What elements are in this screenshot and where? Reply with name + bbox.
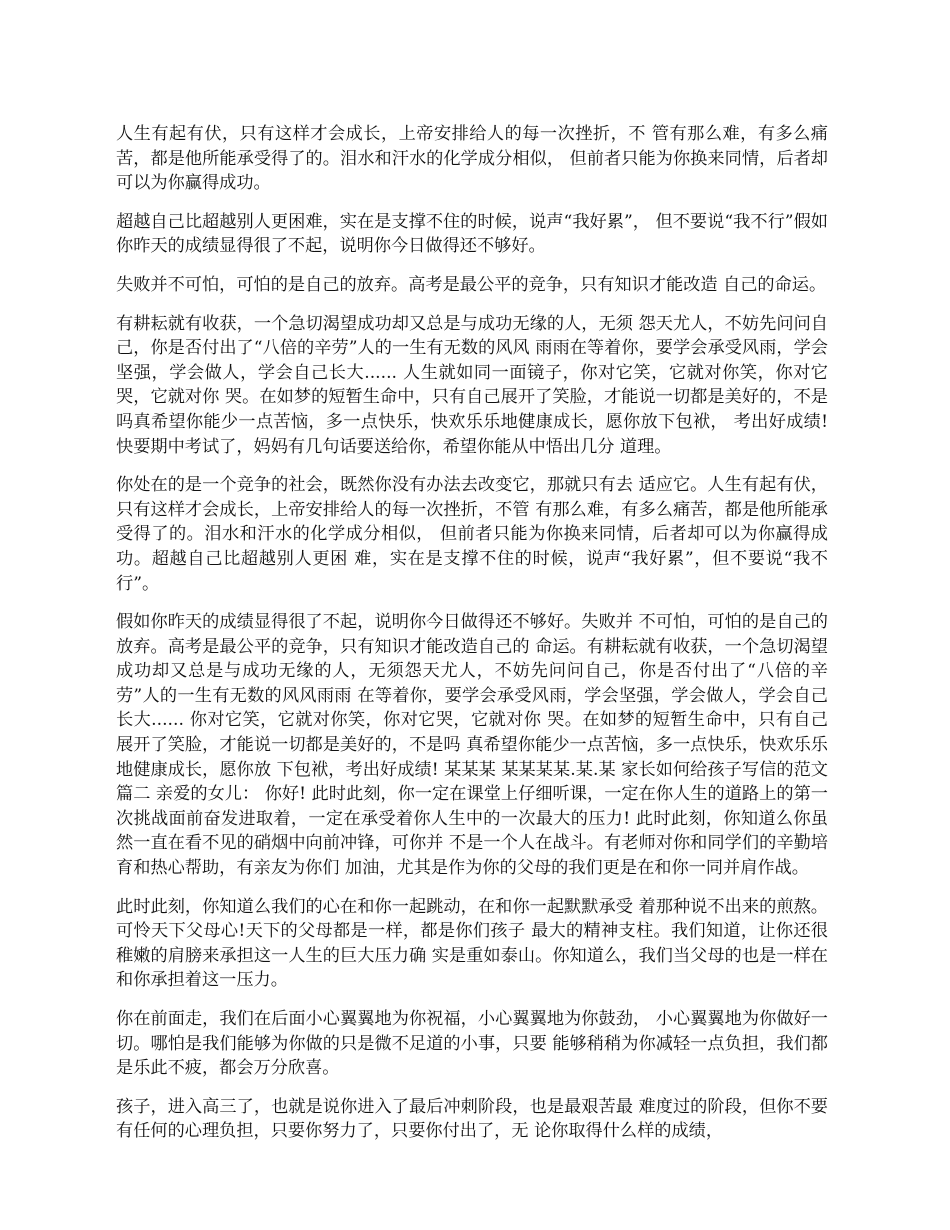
paragraph-2: 超越自己比超越别人更困难，实在是支撑不住的时候，说声“我好累”， 但不要说“我不行”假如你昨天的成绩显得很了不起，说明你今日做得还不够好。 (116, 211, 828, 257)
paragraph-7: 此时此刻，你知道么我们的心在和你一起跳动，在和你一起默默承受 着那种说不出来的煎熬。可怜天下父母心!天下的父母都是一样，都是你们孩子 最大的精神支柱。我们知道，让你还很稚嫩的肩膀来承担这一人生的巨大压力确 实是重如泰山。你知道么，我们当父母的也是一样在和你承担着这一压力。 (116, 896, 828, 991)
paragraph-6: 假如你昨天的成绩显得很了不起，说明你今日做得还不够好。失败并 不可怕，可怕的是自己的放弃。高考是最公平的竞争，只有知识才能改造自己的 命运。有耕耘就有收获，一个急切渴望成功却又总是与成功无缘的人，无须怨天尤人，不妨先问问自己，你是否付出了“八倍的辛劳”人的一生有无数的风风雨雨 在等着你，要学会承受风雨，学会坚强，学会做人，学会自己长大...... 你对它笑，它就对你笑，你对它哭，它就对你 哭。在如梦的短暂生命中，只有自己展开了笑脸，才能说一切都是美好的，不是吗 真希望你能少一点苦恼，多一点快乐，快欢乐乐地健康成长，愿你放 下包袱，考出好成绩! 某某某 某某某某.某.某 家长如何给孩子写信的范文篇二 亲爱的女儿： 你好! 此时此刻，你一定在课堂上仔细听课，一定在你人生的道路上的第一 次挑战面前奋发进取着，一定在承受着你人生中的一次最大的压力! 此时此刻，你知道么你虽然一直在看不见的硝烟中向前冲锋，可你并 不是一个人在战斗。有老师对你和同学们的辛勤培育和热心帮助，有亲友为你们 加油，尤其是作为你的父母的我们更是在和你一同并肩作战。 (116, 612, 828, 879)
paragraph-8: 你在前面走，我们在后面小心翼翼地为你祝福，小心翼翼地为你鼓劲， 小心翼翼地为你做好一切。哪怕是我们能够为你做的只是微不足道的小事，只要 能够稍稍为你减轻一点负担，我们都是乐此不疲，都会万分欣喜。 (116, 1009, 828, 1079)
paragraph-3: 失败并不可怕，可怕的是自己的放弃。高考是最公平的竞争，只有知识才能改造 自己的命运。 (116, 274, 827, 295)
paragraph-9: 孩子，进入高三了，也就是说你进入了最后冲刺阶段，也是最艰苦最 难度过的阶段，但你不要有任何的心理负担，只要你努力了，只要你付出了，无 论你取得什么样的成绩， (116, 1096, 828, 1142)
document-body (116, 122, 828, 1158)
paragraph-4: 有耕耘就有收获，一个急切渴望成功却又总是与成功无缘的人，无须 怨天尤人，不妨先问问自己，你是否付出了“八倍的辛劳”人的一生有无数的风风 雨雨在等着你，要学会承受风雨，学会坚强，学会做人，学会自己长大...... 人生就如同一面镜子，你对它笑，它就对你笑，你对它哭，它就对你 哭。在如梦的短暂生命中，只有自己展开了笑脸，才能说一切都是美好的，不是 吗真希望你能少一点苦恼，多一点快乐，快欢乐乐地健康成长，愿你放下包袱， 考出好成绩!快要期中考试了，妈妈有几句话要送给你，希望你能从中悟出几分 道理。 (116, 313, 828, 457)
paragraph-5: 你处在的是一个竞争的社会，既然你没有办法去改变它，那就只有去 适应它。人生有起有伏，只有这样才会成长，上帝安排给人的每一次挫折，不管 有那么难，有多么痛苦，都是他所能承受得了的。泪水和汗水的化学成分相似， 但前者只能为你换来同情，后者却可以为你赢得成功。超越自己比超越别人更困 难，实在是支撑不住的时候，说声“我好累”，但不要说“我不行”。 (116, 475, 828, 594)
paragraph-1: 人生有起有伏，只有这样才会成长，上帝安排给人的每一次挫折，不 管有那么难，有多么痛苦，都是他所能承受得了的。泪水和汗水的化学成分相似， 但前者只能为你换来同情，后者却可以为你赢得成功。 (116, 124, 828, 194)
